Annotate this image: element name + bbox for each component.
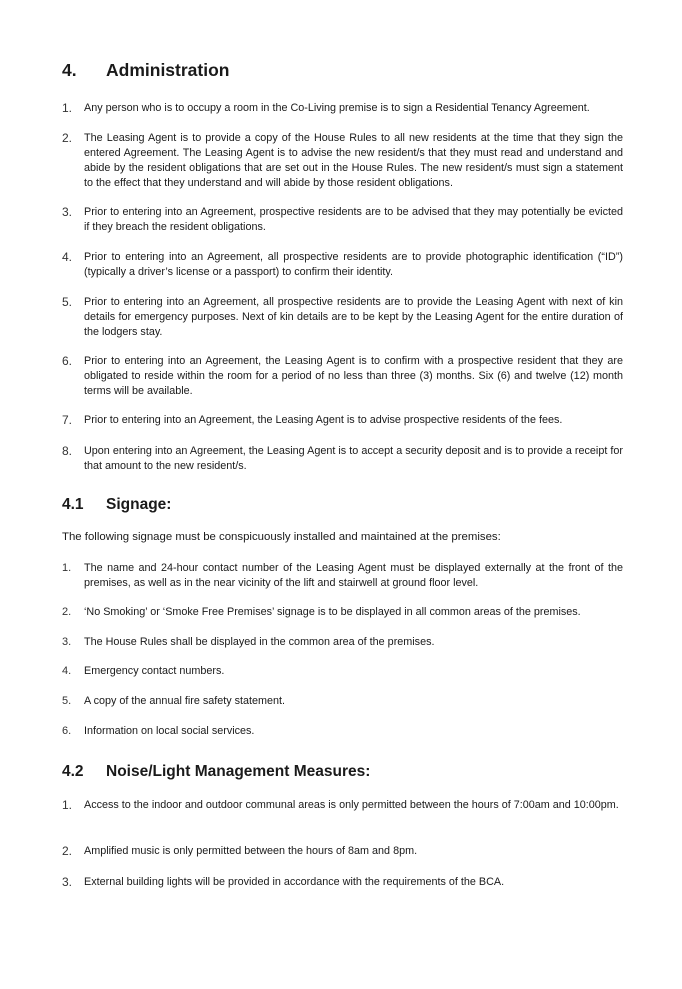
list-item-number: 2. xyxy=(62,844,73,858)
list-item xyxy=(62,101,623,116)
list-item xyxy=(62,561,623,591)
list-item-number: 3. xyxy=(62,875,73,889)
section-heading-signage xyxy=(62,496,171,514)
list-item-text: Upon entering into an Agreement, the Leasing Agent is to accept a security deposit and is to provide a receipt for that amount to the new resident/s. xyxy=(84,445,623,472)
list-item xyxy=(62,250,623,280)
list-item-number: 2. xyxy=(62,131,73,145)
list-item-number: 6. xyxy=(62,354,73,368)
list-item xyxy=(62,798,623,813)
list-item-text: The name and 24-hour contact number of the Leasing Agent must be displayed externally at the front of the premises, as well as in the near vicinity of the lift and stairwell at ground floor level. xyxy=(84,562,623,589)
list-item-text: Emergency contact numbers. xyxy=(84,665,225,677)
list-item-text: External building lights will be provided in accordance with the requirements of the BCA. xyxy=(84,876,505,888)
list-item-number: 5. xyxy=(62,295,73,309)
list-item xyxy=(62,131,623,191)
list-item-number: 1. xyxy=(62,101,73,115)
list-item xyxy=(62,444,623,474)
section-number: 4.2 xyxy=(62,763,84,780)
list-item-number: 1. xyxy=(62,562,72,574)
section-title: Noise/Light Management Measures: xyxy=(106,763,371,780)
list-item-text: ‘No Smoking’ or ‘Smoke Free Premises’ signage is to be displayed in all common areas of the premises. xyxy=(84,606,581,618)
list-item-number: 6. xyxy=(62,725,72,737)
list-item xyxy=(62,664,623,679)
list-item-text: Prior to entering into an Agreement, the Leasing Agent is to confirm with a prospective resident that they are obligated to reside within the room for a period of no less than three (3) months. Six (6) and twelve (12) month terms will be available. xyxy=(84,355,623,397)
section-number: 4.1 xyxy=(62,496,84,513)
list-item-text: Prior to entering into an Agreement, prospective residents are to be advised that they may potentially be evicted if they breach the resident obligations. xyxy=(84,206,623,233)
list-item xyxy=(62,694,623,709)
list-item-text: Access to the indoor and outdoor communal areas is only permitted between the hours of 7:00am and 10:00pm. xyxy=(84,799,619,811)
signage-intro: The following signage must be conspicuously installed and maintained at the premises: xyxy=(62,531,501,543)
list-item xyxy=(62,875,623,890)
list-item xyxy=(62,844,623,859)
list-item-number: 2. xyxy=(62,606,72,618)
list-item-text: Prior to entering into an Agreement, all prospective residents are to provide photographic identification (“ID”) (typically a driver’s license or a passport) to confirm their identity. xyxy=(84,251,623,278)
list-item-text: Information on local social services. xyxy=(84,725,255,737)
list-item-number: 4. xyxy=(62,665,72,677)
list-item xyxy=(62,724,623,739)
list-item-text: The House Rules shall be displayed in the common area of the premises. xyxy=(84,636,435,648)
list-item-number: 3. xyxy=(62,636,72,648)
list-item xyxy=(62,295,623,340)
list-item-text: The Leasing Agent is to provide a copy of the House Rules to all new residents at the time that they sign the entered Agreement. The Leasing Agent is to advise the new resident/s that they must read and understand and abide by the resident obligations that are set out in the House Rules. The new resident/s must sign a statement to the effect that they understand and will abide by those resident obligations. xyxy=(84,132,623,189)
list-item-text: A copy of the annual fire safety statement. xyxy=(84,695,286,707)
list-item xyxy=(62,205,623,235)
list-item xyxy=(62,605,623,620)
list-item-number: 8. xyxy=(62,444,73,458)
section-number: 4. xyxy=(62,60,77,80)
list-item-number: 3. xyxy=(62,205,73,219)
list-item-text: Prior to entering into an Agreement, all prospective residents are to provide the Leasing Agent with next of kin details for emergency purposes. Next of kin details are to be kept by the Leasing Agent for the entire duration of the lodgers stay. xyxy=(84,296,623,338)
list-item xyxy=(62,354,623,399)
section-heading-noise-light xyxy=(62,763,370,781)
section-title: Administration xyxy=(106,60,230,80)
list-item-number: 5. xyxy=(62,695,72,707)
list-item-text: Any person who is to occupy a room in the Co-Living premise is to sign a Residential Tenancy Agreement. xyxy=(84,102,590,114)
section-heading-administration xyxy=(62,60,229,81)
list-item-text: Amplified music is only permitted between the hours of 8am and 8pm. xyxy=(84,845,418,857)
list-item-text: Prior to entering into an Agreement, the Leasing Agent is to advise prospective residents of the fees. xyxy=(84,414,563,426)
list-item xyxy=(62,635,623,650)
list-item-number: 7. xyxy=(62,413,73,427)
section-title: Signage: xyxy=(106,496,172,513)
list-item-number: 4. xyxy=(62,250,73,264)
list-item xyxy=(62,413,623,428)
list-item-number: 1. xyxy=(62,798,73,812)
